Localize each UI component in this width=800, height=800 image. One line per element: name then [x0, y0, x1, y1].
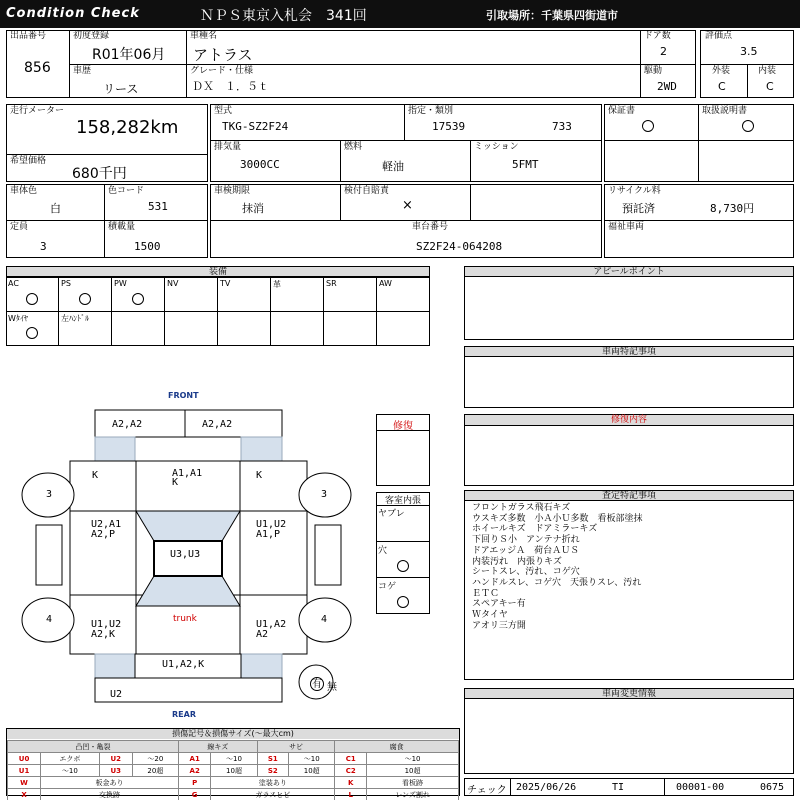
equipment-title: 装備 [7, 267, 429, 277]
warranty-label: 保証書 [608, 106, 636, 116]
roof-damage: U3,U3 [170, 549, 201, 560]
door-left-damage: U2,A1 A2,P [91, 519, 122, 540]
interior-items [376, 505, 430, 614]
fuel-label: 燃料 [344, 142, 363, 152]
repair-title: 修復内容 [465, 415, 793, 426]
capacity: 3 [40, 240, 47, 253]
legend-code: S1 [257, 753, 289, 765]
equipment-cell [59, 277, 112, 311]
interior-check-icon [397, 596, 409, 608]
inspector-note: 下回りＳ小 アンテナ折れ [472, 535, 580, 546]
interior-check-icon [397, 560, 409, 572]
rear-label: REAR [172, 710, 196, 719]
inspector-notes-list [472, 503, 788, 631]
inspector-note: ドアエッジＡ 荷台ＡＵＳ [472, 545, 580, 556]
equipment-cell [377, 277, 430, 311]
load: 1500 [134, 240, 161, 253]
legend-desc: ～10 [289, 753, 335, 765]
manual-circle-icon [742, 120, 754, 132]
equipment-label: TV [220, 279, 231, 288]
equipment-label: SR [326, 279, 337, 288]
legend-desc: エクボ [41, 753, 100, 765]
equipment-cell [218, 277, 271, 311]
legend-code: X [8, 789, 41, 800]
mileage-label: 走行メーター [10, 106, 65, 116]
front-label: FRONT [168, 391, 199, 400]
legend-title: 損傷記号＆損傷サイズ(～最大cm) [7, 729, 459, 739]
equipment-cell [59, 311, 112, 345]
inspector-note: ハンドルスレ、コゲ穴 天張りスレ、汚れ [472, 577, 642, 588]
equipment-cell [112, 277, 165, 311]
equipment-check-icon [26, 293, 38, 305]
lot-no: 856 [24, 60, 51, 76]
legend-header: 腐食 [335, 741, 459, 753]
wheel-fl-damage: 3 [46, 489, 53, 500]
equipment-cell [6, 277, 59, 311]
score-label: 評価点 [705, 31, 733, 41]
history-label: 車歴 [73, 66, 92, 76]
designation: 17539 [432, 120, 466, 133]
check-label: チェック [467, 785, 507, 796]
door-right-damage: U1,U2 A1,P [256, 519, 287, 540]
displacement: 3000CC [240, 158, 280, 171]
legend-code: L [335, 789, 367, 800]
legend-desc: 塗装あり [211, 777, 335, 789]
car-name-label: 車種名 [190, 31, 218, 41]
equipment-label: PW [114, 279, 127, 288]
wheel-rl-damage: 4 [46, 614, 53, 625]
equipment-cell [6, 311, 59, 345]
grade-label: グレード・仕様 [190, 66, 254, 76]
inspector-notes-title: 査定特記事項 [465, 491, 793, 501]
repair-marker-label: 修復 [393, 421, 413, 432]
color: 白 [50, 202, 61, 215]
interior-item-label: 穴 [378, 546, 388, 556]
trunk-label: trunk [173, 614, 197, 624]
legend-desc: 交換跡 [41, 789, 179, 800]
first-reg-label: 初度登録 [73, 31, 110, 41]
legend-code: P [178, 777, 210, 789]
legend-desc: 10超 [289, 765, 335, 777]
drive-label: 駆動 [644, 66, 663, 76]
inspector-note: Ｗタイヤ [472, 610, 508, 621]
legend-code: A2 [178, 765, 210, 777]
liability: × [402, 198, 413, 213]
fuel: 軽油 [382, 160, 404, 173]
footer-code: 00001-00 [676, 782, 725, 793]
inspection-label: 車検期限 [214, 186, 251, 196]
color-code: 531 [148, 200, 168, 213]
inspection: 抹消 [242, 202, 264, 215]
footer-number: 0675 [760, 782, 785, 793]
inspector-note: ウスキズ多数 小Ａ小Ｕ多数 看板部塗抹 [472, 513, 643, 524]
category: 733 [552, 120, 572, 133]
manual-label: 取扱説明書 [702, 106, 748, 116]
check-date: 2025/06/26 [516, 782, 577, 793]
first-reg: R01年06月 [92, 47, 166, 63]
footer-box [464, 778, 794, 796]
equipment-check-icon [132, 293, 144, 305]
pickup-location: 引取場所：千葉県四街道市 [486, 9, 618, 22]
legend-header: 線キズ [178, 741, 257, 753]
equipment-label: Wﾀｲﾔ [8, 314, 28, 323]
equipment-cell [271, 277, 324, 311]
color-label: 車体色 [10, 186, 38, 196]
equipment-cell [165, 277, 218, 311]
recycle-label: リサイクル料 [608, 186, 661, 196]
inspector-note: ホイールキズ ドアミラーキズ [472, 524, 598, 535]
front-bumper-left-damage: A2,A2 [112, 419, 143, 430]
legend-desc: 看板跡 [367, 777, 459, 789]
mission-label: ミッション [474, 142, 519, 152]
legend-desc: ～20 [132, 753, 178, 765]
equipment-check-icon [79, 293, 91, 305]
chassis: SZ2F24-064208 [416, 240, 503, 253]
fender-fl-damage: K [92, 470, 99, 481]
displacement-label: 排気量 [214, 142, 242, 152]
liability-label: 検付自賠責 [344, 186, 390, 196]
equipment-cell [271, 311, 324, 345]
equipment-check-icon [26, 327, 38, 339]
legend-table [7, 740, 459, 800]
rear-bumper-damage: U1,A2,K [162, 659, 205, 670]
load-label: 積載量 [108, 222, 136, 232]
legend-code: G [178, 789, 210, 800]
doors: 2 [660, 45, 667, 58]
price-label: 希望価格 [10, 156, 47, 166]
equipment-cell [165, 311, 218, 345]
change-info-panel [464, 688, 794, 774]
legend-desc: 10超 [211, 765, 257, 777]
welfare-label: 福祉車両 [608, 222, 645, 232]
recycle-status: 預託済 [622, 202, 655, 215]
equipment-cell [324, 311, 377, 345]
exterior-label: 外装 [712, 66, 731, 76]
interior-box-title: 客室内張 [384, 496, 421, 506]
legend-code: U1 [8, 765, 41, 777]
interior-label: 内装 [758, 66, 777, 76]
exterior: C [718, 80, 726, 93]
color-code-label: 色コード [108, 186, 145, 196]
price: 680千円 [72, 166, 127, 182]
interior-item [376, 577, 430, 613]
front-bumper-right-damage: A2,A2 [202, 419, 233, 430]
equipment-cell [324, 277, 377, 311]
interior-item [376, 541, 430, 577]
doors-label: ドア数 [644, 31, 671, 41]
designation-label: 指定・類別 [408, 106, 454, 116]
change-info-title: 車両変更情報 [465, 689, 793, 699]
model-label: 型式 [214, 106, 233, 116]
legend-code: K [335, 777, 367, 789]
inspector-note: スペアキー有 [472, 599, 526, 610]
legend-desc: 20超 [132, 765, 178, 777]
car-name: アトラス [193, 46, 253, 64]
warranty-circle-icon [642, 120, 654, 132]
model: TKG-SZ2F24 [222, 120, 289, 133]
lot-no-label: 出品番号 [10, 31, 47, 41]
legend-code: U2 [99, 753, 132, 765]
interior-item-label: ヤブレ [378, 509, 405, 519]
grade: ＤＸ １．５ｔ [192, 80, 269, 93]
legend-desc: ～10 [367, 753, 459, 765]
inspection-box [210, 184, 602, 258]
capacity-label: 定員 [10, 222, 29, 232]
legend-code: S2 [257, 765, 289, 777]
header-title: Condition Check [6, 6, 140, 21]
equipment-label: 左ﾊﾝﾄﾞﾙ [61, 314, 89, 323]
interior-item [376, 505, 430, 541]
legend-code: U0 [8, 753, 41, 765]
inspector-note: アオリ三方開 [472, 620, 526, 631]
spare-present: 有 [312, 679, 322, 690]
wheel-fr-damage: 3 [321, 489, 328, 500]
rear-left-damage: U1,U2 A2,K [91, 619, 122, 640]
appeal-title: アピールポイント [465, 267, 793, 277]
inspector-note: ＥＴＣ [472, 588, 500, 599]
legend-desc: ～10 [211, 753, 257, 765]
mission: 5FMT [512, 158, 539, 171]
chassis-label: 車台番号 [412, 222, 449, 232]
wheel-rr-damage: 4 [321, 614, 328, 625]
legend-code: A1 [178, 753, 210, 765]
inspector-note: 内装汚れ 内張りキズ [472, 556, 562, 567]
equipment-cell [218, 311, 271, 345]
legend-desc: ～10 [41, 765, 100, 777]
score: 3.5 [740, 45, 758, 58]
rear-lower-damage: U2 [110, 689, 123, 700]
inspector-note: シートスレ、汚れ、コゲ穴 [472, 567, 580, 578]
legend-desc: ガラスヒビ [211, 789, 335, 800]
appeal-panel [464, 266, 794, 340]
equipment-label: AC [8, 279, 19, 288]
legend-code: C2 [335, 765, 367, 777]
legend-code: W [8, 777, 41, 789]
interior-item-label: コゲ [378, 582, 397, 592]
inspector-note: フロントガラス飛石キズ [472, 503, 571, 513]
interior: C [766, 80, 774, 93]
equipment-label: NV [167, 279, 179, 288]
mileage: 158,282km [76, 117, 179, 138]
legend-code: U3 [99, 765, 132, 777]
equipment-label: AW [379, 279, 392, 288]
equipment-grid [6, 277, 430, 346]
legend-desc: 板金あり [41, 777, 179, 789]
inspector-code: TI [612, 782, 625, 793]
vehicle-notes-title: 車両特記事項 [465, 347, 793, 357]
auction-name: ＮＰＳ東京入札会 341回 [200, 8, 367, 24]
legend-desc: レンズ割れ [367, 789, 459, 800]
equipment-cell [112, 311, 165, 345]
equipment-label: PS [61, 279, 71, 288]
legend-header: サビ [257, 741, 335, 753]
hood-damage: A1,A1 K [172, 468, 203, 488]
legend-code: C1 [335, 753, 367, 765]
fender-fr-damage: K [256, 470, 263, 481]
legend-desc: 10超 [367, 765, 459, 777]
history: リース [103, 82, 139, 96]
rear-right-damage: U1,A2 A2 [256, 619, 287, 640]
legend-header: 凸凹・亀裂 [8, 741, 179, 753]
spare-none: 無 [327, 682, 337, 693]
equipment-label: 革 [273, 280, 281, 289]
recycle-fee: 8,730円 [710, 202, 755, 215]
equipment-cell [377, 311, 430, 345]
drive: 2WD [657, 80, 677, 93]
